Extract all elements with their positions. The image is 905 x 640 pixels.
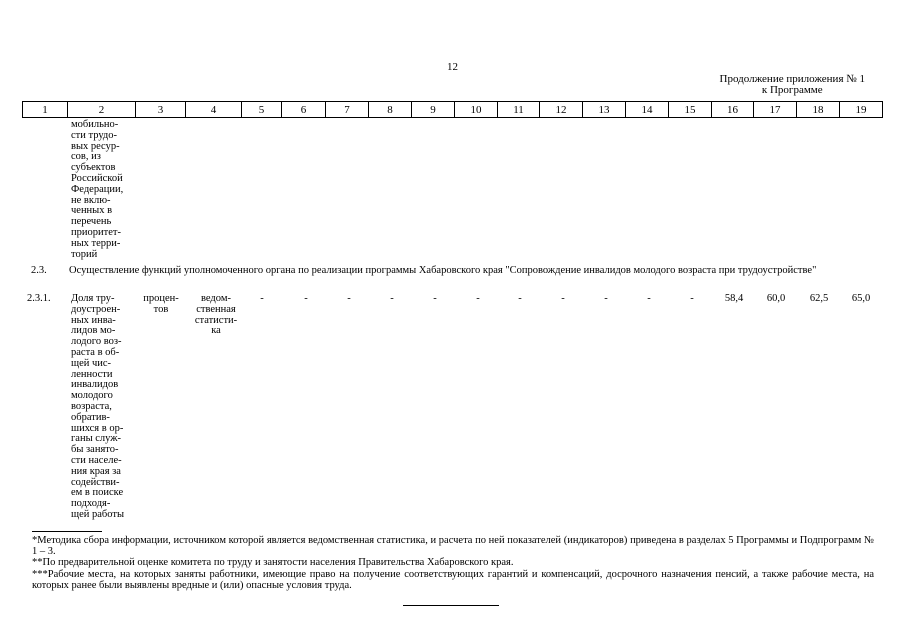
indicator-value: 62,5 <box>809 293 829 304</box>
column-number: 7 <box>326 102 369 118</box>
indicator-value: 60,0 <box>766 293 786 304</box>
indicator-value: - <box>304 293 308 304</box>
indicator-name-continuation: мобильно- сти трудо- вых ресур- сов, из субъектов Российской Федерации, не вклю- ченных в перечень приоритет- ных терри- торий <box>71 119 124 260</box>
indicator-value: - <box>561 293 565 304</box>
page-number: 12 <box>447 61 458 73</box>
section-title: Осуществление функций уполномоченного органа по реализации программы Хабаровского края "Сопровождение инвалидов молодого возраста при трудоустройстве" <box>69 265 817 276</box>
column-number: 19 <box>840 102 883 118</box>
footnote-2: **По предварительной оценке комитета по труду и занятости населения Правительства Хабаровского края. <box>32 557 514 568</box>
column-number: 13 <box>583 102 626 118</box>
indicator-value: - <box>476 293 480 304</box>
indicator-value: 65,0 <box>851 293 871 304</box>
indicator-name: Доля тру- доустроен- ных инва- лидов мо- лодого воз- раста в об- щей чис- ленности инвалидов молодого возраста, обратив- шихся в ор- ганы служ- бы занято- сти населе- ния края за содействи- ем в поиске подходя- щей работы <box>71 293 124 520</box>
column-number: 10 <box>455 102 498 118</box>
column-number: 3 <box>136 102 186 118</box>
indicator-value: - <box>518 293 522 304</box>
indicator-value: - <box>647 293 651 304</box>
column-number: 17 <box>754 102 797 118</box>
indicator-value: - <box>690 293 694 304</box>
appendix-line-2: к Программе <box>761 84 823 96</box>
column-number: 5 <box>242 102 282 118</box>
column-number: 14 <box>626 102 669 118</box>
appendix-line-1: Продолжение приложения № 1 <box>719 73 865 85</box>
column-number: 4 <box>186 102 242 118</box>
indicator-value: - <box>260 293 264 304</box>
column-number: 8 <box>369 102 412 118</box>
column-number: 12 <box>540 102 583 118</box>
unit-of-measure: процен- тов <box>143 293 179 315</box>
indicator-value: - <box>604 293 608 304</box>
data-source: ведом- ственная статисти- ка <box>194 293 238 337</box>
column-number: 18 <box>797 102 840 118</box>
column-number-header <box>22 101 883 118</box>
column-number: 6 <box>282 102 326 118</box>
indicator-value: - <box>433 293 437 304</box>
indicator-value: 58,4 <box>724 293 744 304</box>
footnote-1: *Методика сбора информации, источником которой является ведомственная статистика, и расчета по ней показателей (индикаторов) приведена в разделах 5 Программы и Подпрограмм № 1 – 3. <box>32 535 874 557</box>
end-rule <box>403 605 499 606</box>
column-number: 2 <box>68 102 136 118</box>
column-number: 1 <box>23 102 68 118</box>
indicator-value: - <box>390 293 394 304</box>
column-number: 16 <box>712 102 754 118</box>
footnote-3: ***Рабочие места, на которых заняты работники, имеющие право на получение соответствующих гарантий и компенсаций, досрочного назначения пенсий, а также рабочие места, на которых ранее были выявлены вредные и (или) опасные условия труда. <box>32 569 874 591</box>
indicator-value: - <box>347 293 351 304</box>
row-number: 2.3.1. <box>27 293 51 304</box>
column-number: 9 <box>412 102 455 118</box>
footnote-separator <box>32 531 102 532</box>
column-number: 15 <box>669 102 712 118</box>
appendix-heading <box>720 74 865 96</box>
column-number: 11 <box>498 102 540 118</box>
section-number: 2.3. <box>31 265 47 276</box>
